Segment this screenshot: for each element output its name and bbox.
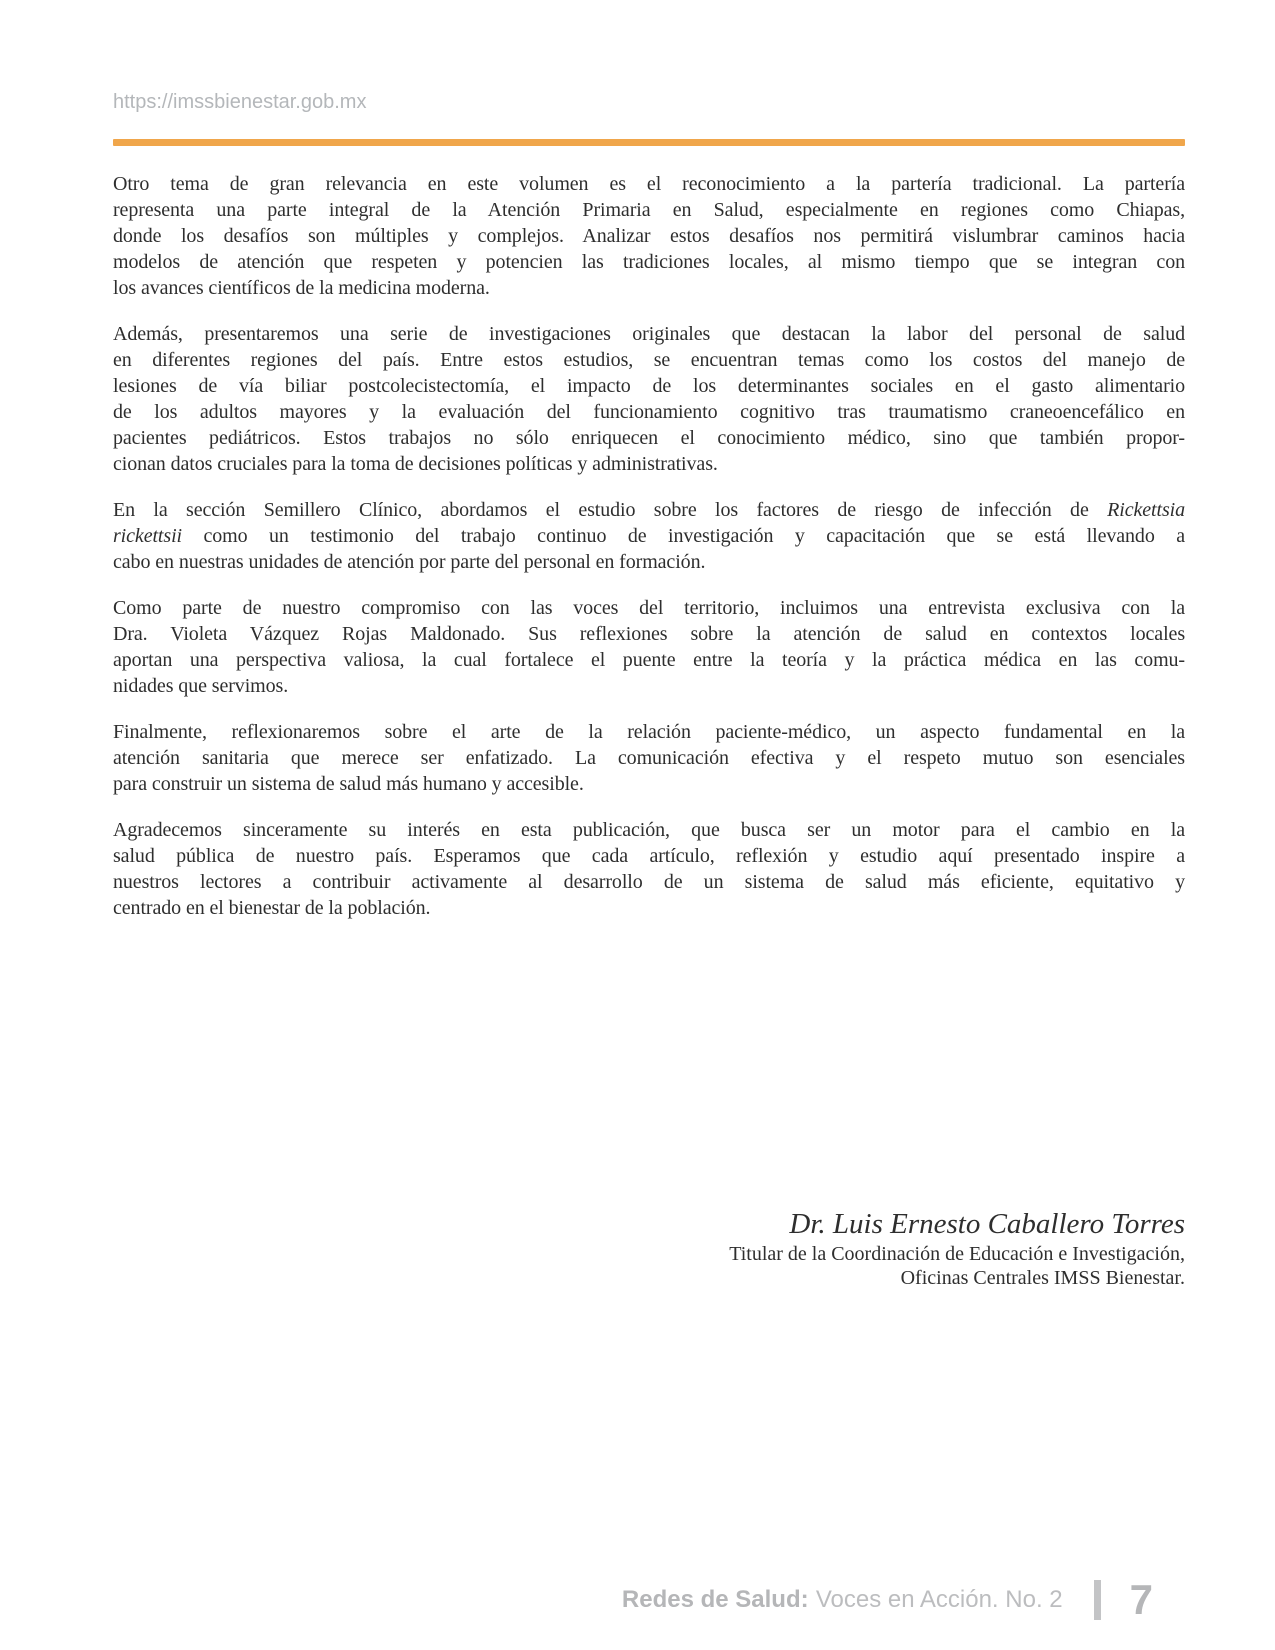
- text-line: los avances científicos de la medicina moderna.: [113, 277, 490, 299]
- text-line: En la sección Semillero Clínico, abordamos el estudio sobre los factores de riesgo de infección de Rickettsia: [113, 499, 1185, 521]
- signature-block: [113, 1206, 1185, 1290]
- page-footer: [622, 1578, 1153, 1622]
- footer-page-number: 7: [1129, 1576, 1153, 1623]
- letter-body: [113, 171, 1185, 921]
- footer-journal-title: [622, 1586, 1063, 1614]
- paragraph: [113, 719, 1185, 797]
- text-line: Además, presentaremos una serie de investigaciones originales que destacan la labor del personal de salud: [113, 323, 1185, 345]
- text-line: modelos de atención que respeten y potencien las tradiciones locales, al mismo tiempo que se integran con: [113, 251, 1185, 273]
- header-divider-line: [113, 139, 1185, 146]
- paragraph: [113, 171, 1185, 301]
- header-url[interactable]: https://imssbienestar.gob.mx: [113, 91, 367, 113]
- text-line: Otro tema de gran relevancia en este volumen es el reconocimiento a la partería tradicional. La partería: [113, 173, 1185, 195]
- text-line: para construir un sistema de salud más humano y accesible.: [113, 773, 584, 795]
- signature-title-line-1: Titular de la Coordinación de Educación e Investigación,: [729, 1243, 1185, 1265]
- text-line: rickettsii como un testimonio del trabajo continuo de investigación y capacitación que se está llevando a: [113, 525, 1185, 547]
- text-line: cabo en nuestras unidades de atención por parte del personal en formación.: [113, 551, 706, 573]
- paragraph: [113, 595, 1185, 699]
- footer-separator-bar: [1094, 1580, 1101, 1620]
- text-line: nuestros lectores a contribuir activamente al desarrollo de un sistema de salud más eficiente, equitativo y: [113, 871, 1185, 893]
- footer-journal-name: Redes de Salud:: [621, 1586, 809, 1613]
- text-line: centrado en el bienestar de la población.: [113, 897, 431, 919]
- text-line: nidades que servimos.: [113, 675, 289, 697]
- text-line: pacientes pediátricos. Estos trabajos no sólo enriquecen el conocimiento médico, sino que también propor-: [113, 427, 1185, 449]
- text-line: donde los desafíos son múltiples y complejos. Analizar estos desafíos nos permitirá vislumbrar caminos hacia: [113, 225, 1185, 247]
- text-line: lesiones de vía biliar postcolecistectomía, el impacto de los determinantes sociales en el gasto alimentario: [113, 375, 1185, 397]
- text-line: representa una parte integral de la Atención Primaria en Salud, especialmente en regiones como Chiapas,: [113, 199, 1185, 221]
- text-line: Finalmente, reflexionaremos sobre el arte de la relación paciente-médico, un aspecto fundamental en la: [113, 721, 1185, 743]
- signature-title-line-2: Oficinas Centrales IMSS Bienestar.: [900, 1267, 1185, 1289]
- footer-issue-label: Voces en Acción. No. 2: [815, 1586, 1063, 1613]
- text-line: atención sanitaria que merece ser enfatizado. La comunicación efectiva y el respeto mutuo son esenciales: [113, 747, 1185, 769]
- paragraph: [113, 817, 1185, 921]
- text-line: aportan una perspectiva valiosa, la cual fortalece el puente entre la teoría y la práctica médica en las comu-: [113, 649, 1185, 671]
- text-line: de los adultos mayores y la evaluación del funcionamiento cognitivo tras traumatismo craneoencefálico en: [113, 401, 1185, 423]
- text-line: Dra. Violeta Vázquez Rojas Maldonado. Sus reflexiones sobre la atención de salud en contextos locales: [113, 623, 1185, 645]
- text-line: Como parte de nuestro compromiso con las voces del territorio, incluimos una entrevista exclusiva con la: [113, 597, 1185, 619]
- text-line: en diferentes regiones del país. Entre estos estudios, se encuentran temas como los costos del manejo de: [113, 349, 1185, 371]
- text-line: cionan datos cruciales para la toma de decisiones políticas y administrativas.: [113, 453, 718, 475]
- paragraph: [113, 321, 1185, 477]
- paragraph: [113, 497, 1185, 575]
- signature-name: Dr. Luis Ernesto Caballero Torres: [789, 1208, 1185, 1240]
- text-line: Agradecemos sinceramente su interés en esta publicación, que busca ser un motor para el cambio en la: [113, 819, 1185, 841]
- text-line: salud pública de nuestro país. Esperamos que cada artículo, reflexión y estudio aquí presentado inspire a: [113, 845, 1185, 867]
